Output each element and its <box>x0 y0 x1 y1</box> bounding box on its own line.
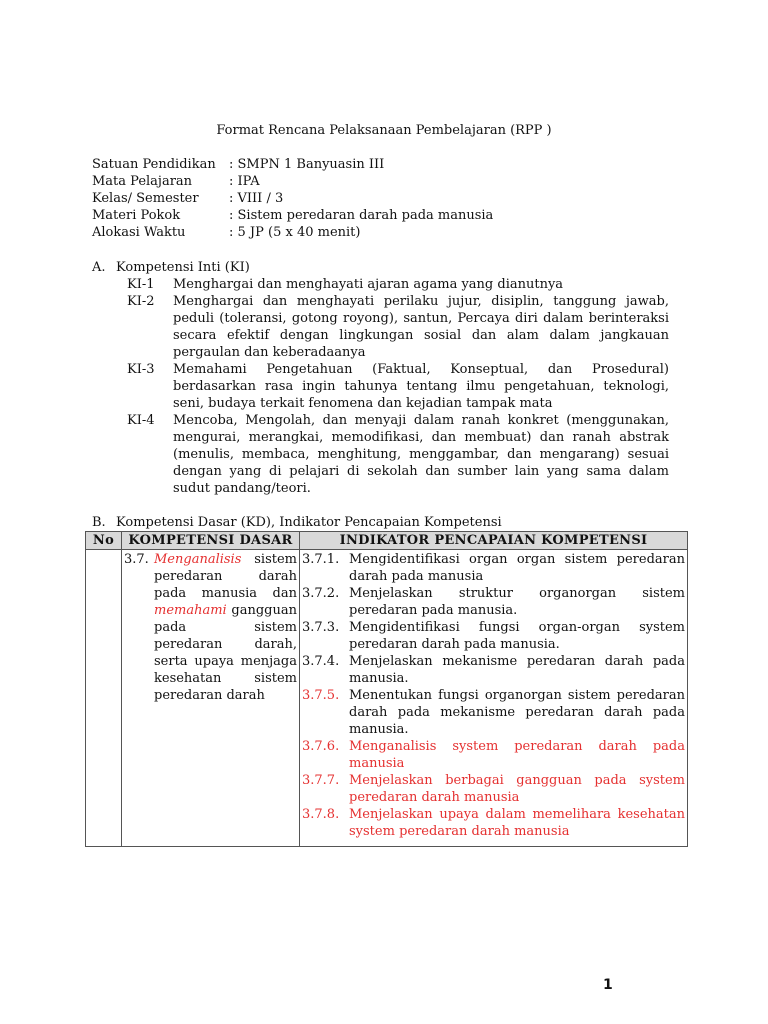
kd-table <box>85 531 688 847</box>
info-label: Alokasi Waktu <box>92 225 186 240</box>
info-row-alokasi <box>92 224 493 241</box>
indicator-text: Menjelaskan berbagai gangguan pada system peredaran darah manusia <box>349 773 685 805</box>
ki-item <box>127 293 669 361</box>
indicator-number: 3.7.8. <box>302 807 340 822</box>
ki-text: Mencoba, Mengolah, dan menyaji dalam ranah konkret (menggunakan, mengurai, merangkai, memodifikasi, dan membuat) dan ranah abstrak (menulis, membaca, menghitung, menggambar, dan mengarang) sesuai dengan yang di pelajari di sekolah dan sumber lain yang sama dalam sudut pandang/teori. <box>173 413 669 496</box>
indicator-item <box>302 772 685 806</box>
info-row-satuan <box>92 156 493 173</box>
indicator-item <box>302 653 685 687</box>
ki-text: Memahami Pengetahuan (Faktual, Konseptual, dan Prosedural) berdasarkan rasa ingin tahunya tentang ilmu pengetahuan, teknologi, seni, budaya terkait fenomena dan kejadian tampak mata <box>173 362 669 411</box>
kd-text-part: sistem peredaran darah pada manusia dan <box>154 552 297 601</box>
kd-number: 3.7. <box>124 552 149 567</box>
section-title: Kompetensi Inti (KI) <box>116 260 250 275</box>
indicator-number: 3.7.7. <box>302 773 340 788</box>
header-kd: KOMPETENSI DASAR <box>122 532 300 550</box>
info-value: : SMPN 1 Banyuasin III <box>229 157 385 172</box>
page-number: 1 <box>603 977 613 993</box>
ki-code: KI-4 <box>127 413 155 428</box>
indicator-cell <box>300 550 688 847</box>
info-value: : IPA <box>229 174 260 189</box>
indicator-item <box>302 687 685 738</box>
ki-code: KI-2 <box>127 294 155 309</box>
section-b-heading <box>92 514 502 531</box>
indicator-text: Mengidentifikasi organ organ sistem peredaran darah pada manusia <box>349 552 685 584</box>
kd-highlight-word: Menganalisis <box>154 552 242 567</box>
info-row-kelas <box>92 190 493 207</box>
kd-cell <box>122 550 300 847</box>
info-value: : VIII / 3 <box>229 191 284 206</box>
indicator-item <box>302 619 685 653</box>
indicator-number: 3.7.1. <box>302 552 340 567</box>
indicator-text: Menentukan fungsi organorgan sistem peredaran darah pada mekanisme peredaran darah pada manusia. <box>349 688 685 737</box>
header-no: No <box>86 532 122 550</box>
section-letter: B. <box>92 515 106 530</box>
info-label: Satuan Pendidikan <box>92 157 216 172</box>
table-header-row <box>86 532 688 550</box>
no-cell <box>86 550 122 847</box>
indicator-item <box>302 806 685 840</box>
indicator-text: Menjelaskan struktur organorgan sistem peredaran pada manusia. <box>349 586 685 618</box>
kd-text-part: gangguan pada sistem peredaran darah, serta upaya menjaga kesehatan sistem peredaran darah <box>154 603 297 703</box>
info-label: Kelas/ Semester <box>92 191 199 206</box>
indicator-item <box>302 738 685 772</box>
kd-text <box>154 551 297 704</box>
info-row-materi <box>92 207 493 224</box>
section-a-heading <box>92 259 250 276</box>
indicator-number: 3.7.4. <box>302 654 340 669</box>
ki-code: KI-1 <box>127 277 155 292</box>
ki-item <box>127 361 669 412</box>
indicator-text: Menjelaskan mekanisme peredaran darah pada manusia. <box>349 654 685 686</box>
info-value: : Sistem peredaran darah pada manusia <box>229 208 494 223</box>
indicator-number: 3.7.2. <box>302 586 340 601</box>
header-indicator: INDIKATOR PENCAPAIAN KOMPETENSI <box>300 532 688 550</box>
indicator-item <box>302 551 685 585</box>
indicator-text: Mengidentifikasi fungsi organ-organ system peredaran darah pada manusia. <box>349 620 685 652</box>
indicator-number: 3.7.6. <box>302 739 340 754</box>
indicator-text: Menjelaskan upaya dalam memelihara kesehatan system peredaran darah manusia <box>349 807 685 839</box>
info-label: Materi Pokok <box>92 208 181 223</box>
document-title: Format Rencana Pelaksanaan Pembelajaran (RPP ) <box>216 123 552 138</box>
ki-list <box>127 276 669 497</box>
indicator-text: Menganalisis system peredaran darah pada manusia <box>349 739 685 771</box>
table-row <box>86 550 688 847</box>
info-row-mapel <box>92 173 493 190</box>
indicator-number: 3.7.3. <box>302 620 340 635</box>
ki-text: Menghargai dan menghayati ajaran agama yang dianutnya <box>173 277 564 292</box>
ki-text: Menghargai dan menghayati perilaku jujur, disiplin, tanggung jawab, peduli (toleransi, gotong royong), santun, Percaya diri dalam berinteraksi secara efektif dengan lingkungan sosial dan alam dalam jangkauan pergaulan dan keberadaanya <box>173 294 669 360</box>
section-letter: A. <box>92 260 106 275</box>
ki-item <box>127 276 669 293</box>
info-label: Mata Pelajaran <box>92 174 193 189</box>
indicator-item <box>302 585 685 619</box>
info-value: : 5 JP (5 x 40 menit) <box>229 225 361 240</box>
info-block <box>92 156 493 241</box>
indicator-number: 3.7.5. <box>302 688 340 703</box>
kd-highlight-word: memahami <box>154 603 227 618</box>
section-title: Kompetensi Dasar (KD), Indikator Pencapaian Kompetensi <box>116 515 502 530</box>
ki-item <box>127 412 669 497</box>
ki-code: KI-3 <box>127 362 155 377</box>
